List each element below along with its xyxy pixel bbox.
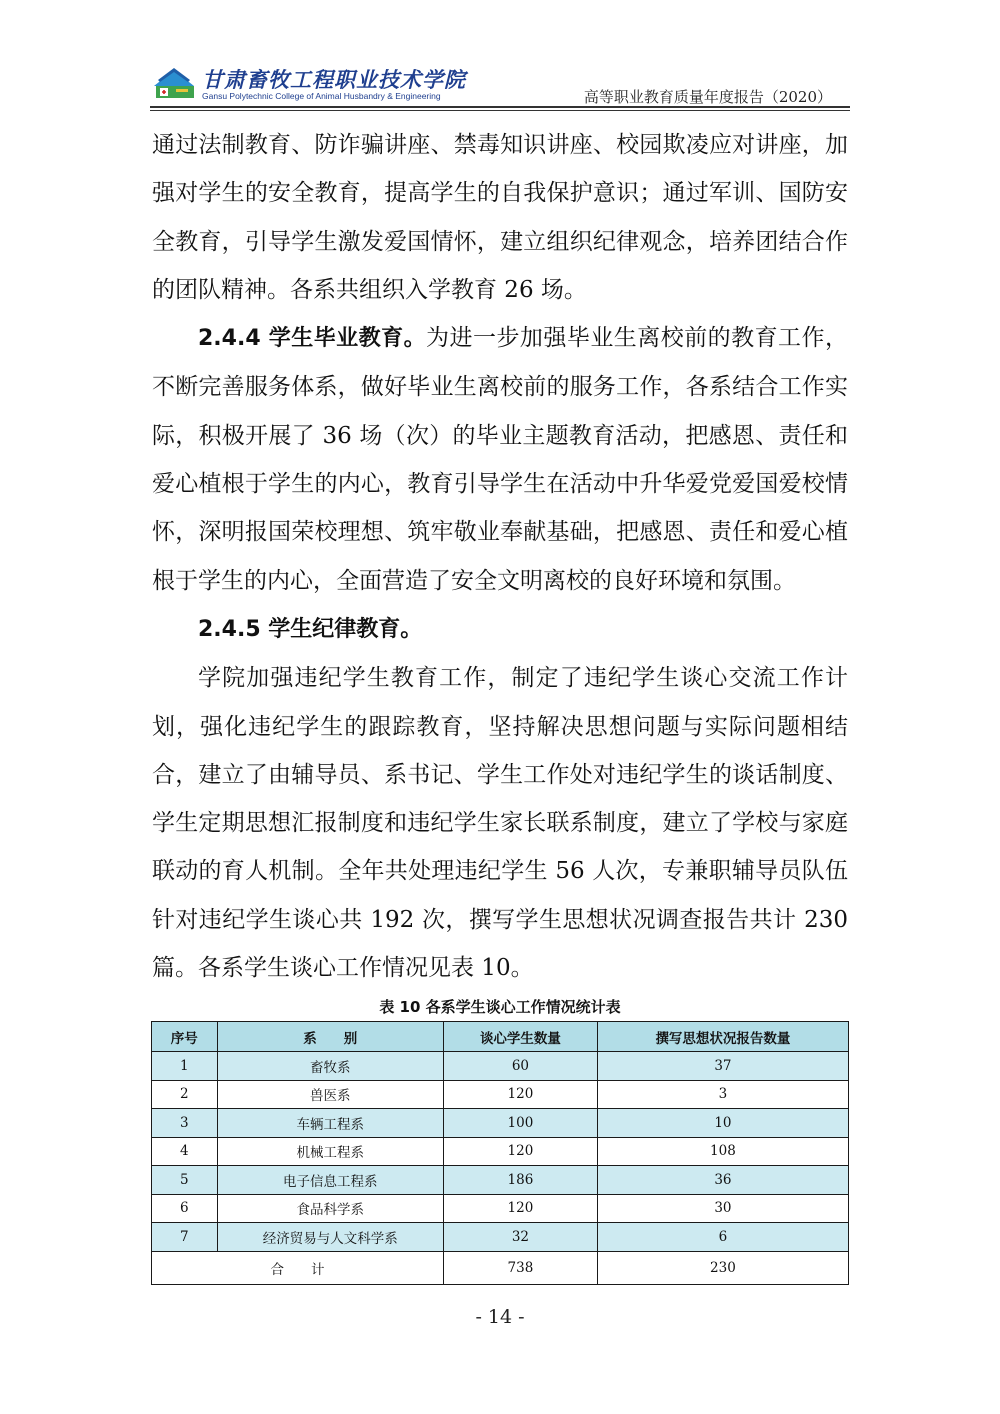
table-cell: 5 [152,1166,218,1195]
table-row [152,1080,849,1109]
table-total-row [152,1251,849,1284]
table-cell: 100 [443,1109,597,1138]
page-number: - 14 - [475,1306,525,1328]
table-row [152,1223,849,1252]
table-row [152,1166,849,1195]
paragraph-discipline-body: 学院加强违纪学生教育工作，制定了违纪学生谈心交流工作计划，强化违纪学生的跟踪教育，坚持解决思想问题与实际问题相结合，建立了由辅导员、系书记、学生工作处对违纪学生的谈话制度、学生定期思想汇报制度和违纪学生家长联系制度，建立了学校与家庭联动的育人机制。全年共处理违纪学生 56 人次，专兼职辅导员队伍针对违纪学生谈心共 192 次，撰写学生思想状况调查报告共计 230 篇。各系学生谈心工作情况见表 10。 [152,665,848,982]
total-reports-cell: 230 [597,1251,848,1284]
table-cell: 10 [597,1109,848,1138]
table-cell: 30 [597,1194,848,1223]
header-cell-department: 系 别 [217,1022,443,1052]
section-heading-2-4-5: 2.4.5 学生纪律教育。 [198,616,423,642]
header-rule-thin [150,110,850,111]
table-cell: 108 [597,1137,848,1166]
table-cell: 3 [597,1080,848,1109]
table-cell: 120 [443,1080,597,1109]
table-cell: 电子信息工程系 [217,1166,443,1195]
table-cell: 186 [443,1166,597,1195]
school-name-cn: 甘肃畜牧工程职业技术学院 [202,68,466,92]
table-cell: 畜牧系 [217,1052,443,1081]
table-cell: 120 [443,1137,597,1166]
school-name-en: Gansu Polytechnic College of Animal Husbandry & Engineering [202,91,441,101]
table-cell: 车辆工程系 [217,1109,443,1138]
table-cell: 6 [597,1223,848,1252]
table-caption: 表 10 各系学生谈心工作情况统计表 [379,998,621,1016]
table-cell: 6 [152,1194,218,1223]
report-title: 高等职业教育质量年度报告（2020） [583,88,832,106]
header-cell-students: 谈心学生数量 [443,1022,597,1052]
table-row [152,1137,849,1166]
header-cell-index: 序号 [152,1022,218,1052]
header-rule-thick [150,106,850,108]
body-text [152,121,848,992]
page-header [150,62,850,108]
table-header-row [152,1022,849,1052]
counseling-stats-table [151,1021,849,1285]
paragraph-graduation-body: 为进一步加强毕业生离校前的教育工作，不断完善服务体系，做好毕业生离校前的服务工作，各系结合工作实际，积极开展了 36 场（次）的毕业主题教育活动，把感恩、责任和爱心植根于学生的内心，教育引导学生在活动中升华爱党爱国爱校情怀，深明报国荣校理想、筑牢敬业奉献基础，把感恩、责任和爱心植根于学生的内心，全面营造了安全文明离校的良好环境和氛围。 [152,325,848,594]
table-cell: 120 [443,1194,597,1223]
table-cell: 经济贸易与人文科学系 [217,1223,443,1252]
table-row [152,1109,849,1138]
table-cell: 7 [152,1223,218,1252]
table-cell: 3 [152,1109,218,1138]
table-cell: 60 [443,1052,597,1081]
paragraph-graduation-education [152,314,848,605]
college-logo-icon [150,66,198,102]
section-heading-2-4-4: 2.4.4 学生毕业教育。 [198,326,427,352]
table-cell: 兽医系 [217,1080,443,1109]
header-cell-reports: 撰写思想状况报告数量 [597,1022,848,1052]
table-row [152,1194,849,1223]
table-cell: 食品科学系 [217,1194,443,1223]
table-cell: 1 [152,1052,218,1081]
table-cell: 37 [597,1052,848,1081]
paragraph-safety-education: 通过法制教育、防诈骗讲座、禁毒知识讲座、校园欺凌应对讲座，加强对学生的安全教育，提高学生的自我保护意识；通过军训、国防安全教育，引导学生激发爱国情怀，建立组织纪律观念，培养团结合作的团队精神。各系共组织入学教育 26 场。 [152,132,848,303]
table-cell: 机械工程系 [217,1137,443,1166]
table-cell: 36 [597,1166,848,1195]
table-cell: 32 [443,1223,597,1252]
table-cell: 2 [152,1080,218,1109]
table-cell: 4 [152,1137,218,1166]
total-students-cell: 738 [443,1251,597,1284]
paragraph-discipline-heading [152,605,848,654]
total-label-cell: 合 计 [152,1251,444,1284]
table-row [152,1052,849,1081]
